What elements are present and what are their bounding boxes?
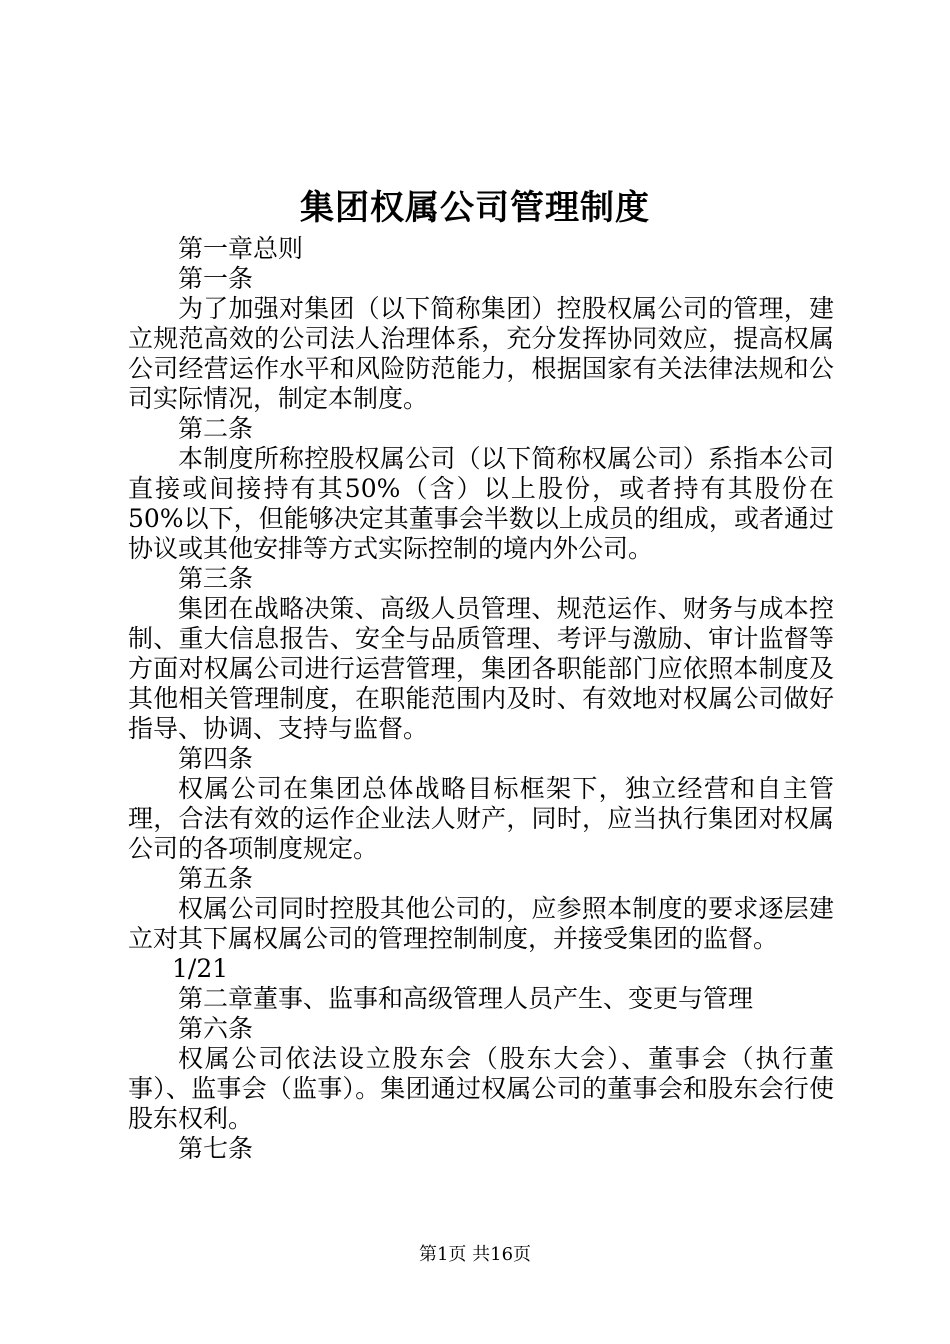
article-heading: 第一条 bbox=[178, 264, 254, 293]
chapter-heading: 第一章总则 bbox=[178, 234, 304, 263]
article-paragraph: 权属公司在集团总体战略目标框架下，独立经营和自主管理，合法有效的运作企业法人财产，同时，应当执行集团对权属公司的各项制度规定。 bbox=[128, 774, 834, 863]
article-heading: 第二条 bbox=[178, 414, 254, 443]
article-heading: 第七条 bbox=[178, 1134, 254, 1163]
article-paragraph: 权属公司依法设立股东会（股东大会）、董事会（执行董事）、监事会（监事）。集团通过权属公司的董事会和股东会行使股东权利。 bbox=[128, 1044, 834, 1133]
document-title: 集团权属公司管理制度 bbox=[300, 188, 650, 228]
article-heading: 第三条 bbox=[178, 564, 254, 593]
page-footer: 第1页 共16页 bbox=[418, 1244, 532, 1265]
article-paragraph: 本制度所称控股权属公司（以下简称权属公司）系指本公司直接或间接持有其50%（含）以上股份，或者持有其股份在50%以下，但能够决定其董事会半数以上成员的组成，或者通过协议或其他安排等方式实际控制的境内外公司。 bbox=[128, 444, 834, 563]
chapter-heading: 第二章董事、监事和高级管理人员产生、变更与管理 bbox=[178, 984, 754, 1013]
article-heading: 第四条 bbox=[178, 744, 254, 773]
article-heading: 第五条 bbox=[178, 864, 254, 893]
article-paragraph: 为了加强对集团（以下简称集团）控股权属公司的管理，建立规范高效的公司法人治理体系，充分发挥协同效应，提高权属公司经营运作水平和风险防范能力，根据国家有关法律法规和公司实际情况，制定本制度。 bbox=[128, 294, 834, 413]
article-paragraph: 集团在战略决策、高级人员管理、规范运作、财务与成本控制、重大信息报告、安全与品质管理、考评与激励、审计监督等方面对权属公司进行运营管理，集团各职能部门应依照本制度及其他相关管理制度，在职能范围内及时、有效地对权属公司做好指导、协调、支持与监督。 bbox=[128, 594, 834, 743]
inline-page-marker: 1/21 bbox=[172, 954, 229, 983]
document-body bbox=[128, 234, 834, 1164]
article-paragraph: 权属公司同时控股其他公司的，应参照本制度的要求逐层建立对其下属权属公司的管理控制制度，并接受集团的监督。 bbox=[128, 894, 834, 953]
article-heading: 第六条 bbox=[178, 1014, 254, 1043]
